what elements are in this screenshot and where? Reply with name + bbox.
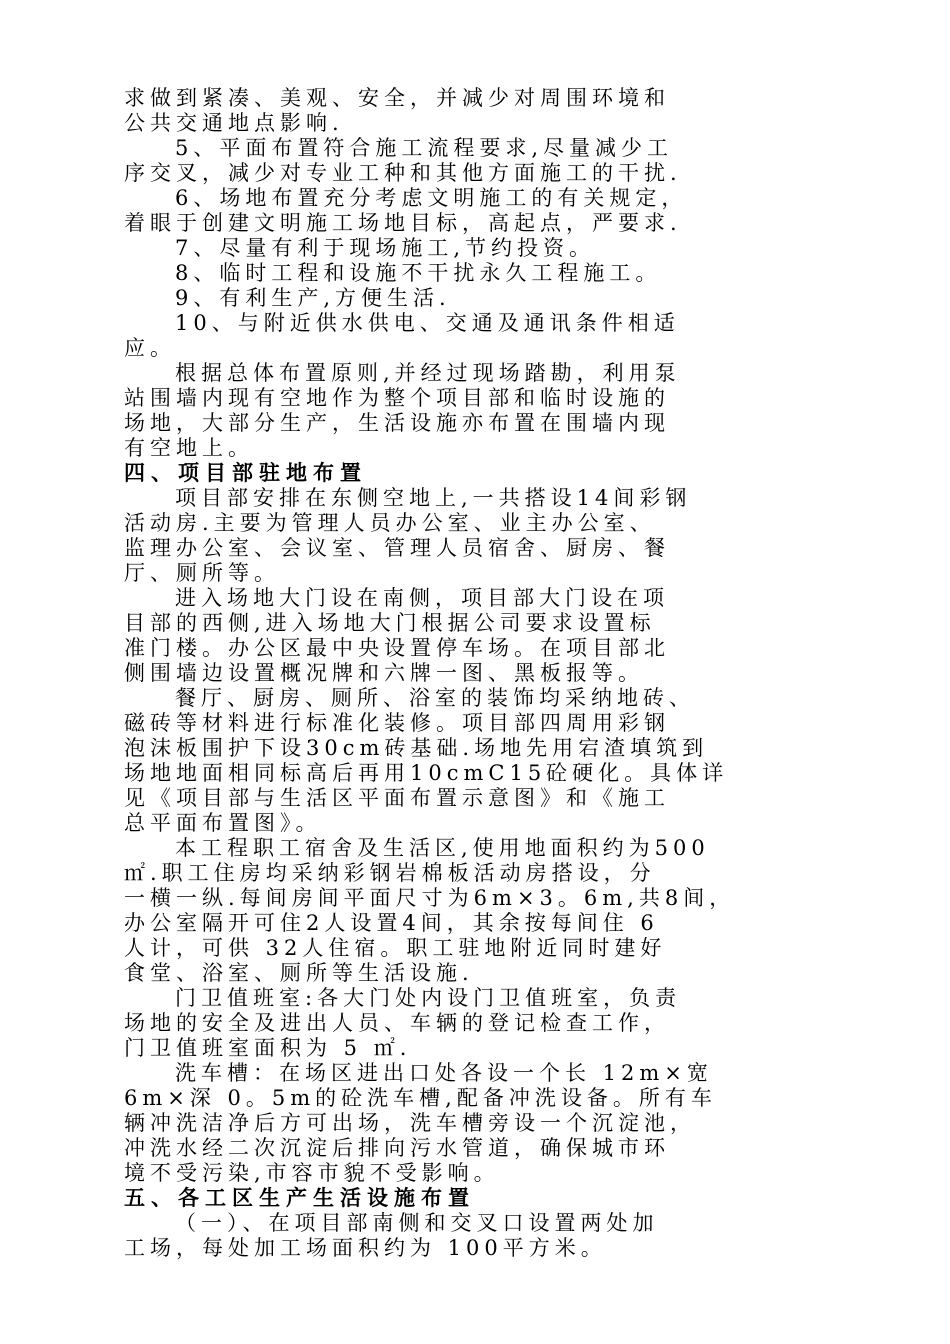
text-line: 6、场地布置充分考虑文明施工的有关规定， — [175, 186, 688, 210]
text-line: 10、与附近供水供电、交通及通讯条件相适 — [175, 311, 680, 335]
text-line: 应。 — [124, 336, 176, 360]
text-line: 食堂、浴室、厕所等生活设施. — [124, 961, 474, 985]
text-line: 见《项目部与生活区平面布置示意图》和《施工 — [124, 786, 670, 810]
text-line: 公共交通地点影响. — [124, 111, 344, 135]
text-line: 门卫值班室面积为 5 ㎡. — [124, 1036, 412, 1060]
text-line: 总平面布置图》。 — [124, 811, 322, 835]
text-line: 9、有利生产,方便生活. — [175, 286, 451, 310]
text-line: 进入场地大门设在南侧，项目部大门设在项 — [175, 586, 669, 610]
text-line: 场地，大部分生产，生活设施亦布置在围墙内现 — [124, 411, 670, 435]
text-line: ㎡.职工住房均采纳彩钢岩棉板活动房搭设，分 — [124, 861, 656, 885]
text-line: 场地地面相同标高后再用10cmC15砼硬化。具体详 — [124, 761, 729, 785]
text-line: 泡沫板围护下设30cm砖基础.场地先用宕渣填筑到 — [124, 736, 709, 760]
text-line: 5、平面布置符合施工流程要求,尽量减少工 — [175, 136, 674, 160]
text-line: 洗车槽：在场区进出口处各设一个长 12m×宽 — [175, 1061, 713, 1085]
text-line: 目部的西侧,进入场地大门根据公司要求设置标 — [124, 611, 656, 635]
text-line: 求做到紧凑、美观、安全，并减少对周围环境和 — [124, 86, 670, 110]
text-line: （一）、在项目部南侧和交叉口设置两处加 — [175, 1211, 659, 1235]
text-line: 准门楼。办公区最中央设置停车场。在项目部北 — [124, 636, 670, 660]
section-heading: 五、各工区生产生活设施布置 — [124, 1186, 475, 1210]
text-line: 8、临时工程和设施不干扰永久工程施工。 — [175, 261, 662, 285]
text-line: 项目部安排在东侧空地上,一共搭设14间彩钢 — [175, 486, 692, 510]
text-line: 有空地上。 — [124, 436, 254, 460]
section-heading: 四、项目部驻地布置 — [124, 461, 367, 485]
text-line: 监理办公室、会议室、管理人员宿舍、厨房、餐 — [124, 536, 670, 560]
text-line: 7、尽量有利于现场施工,节约投资。 — [175, 236, 596, 260]
text-line: 本工程职工宿舍及生活区,使用地面积约为500 — [175, 836, 710, 860]
text-line: 境不受污染,市容市貌不受影响。 — [124, 1161, 500, 1185]
text-line: 侧围墙边设置概况牌和六牌一图、黑板报等。 — [124, 661, 644, 685]
text-line: 工场，每处加工场面积约为 100平方米。 — [124, 1236, 607, 1260]
text-line: 活动房.主要为管理人员办公室、业主办公室、 — [124, 511, 656, 535]
text-line: 人计，可供 32人住宿。职工驻地附近同时建好 — [124, 936, 667, 960]
text-line: 根据总体布置原则,并经过现场踏勘，利用泵 — [175, 361, 681, 385]
text-line: 磁砖等材料进行标准化装修。项目部四周用彩钢 — [124, 711, 670, 735]
text-line: 站围墙内现有空地作为整个项目部和临时设施的 — [124, 386, 670, 410]
text-line: 餐厅、厨房、厕所、浴室的装饰均采纳地砖、 — [175, 686, 695, 710]
text-line: 着眼于创建文明施工场地目标，高起点，严要求. — [124, 211, 682, 235]
text-line: 办公室隔开可住2人设置4间，其余按每间住 6 — [124, 911, 659, 935]
text-line: 辆冲洗洁净后方可出场，洗车槽旁设一个沉淀池， — [124, 1111, 696, 1135]
text-line: 6m×深 0。5m的砼洗车槽,配备冲洗设备。所有车 — [124, 1086, 717, 1110]
text-line: 门卫值班室:各大门处内设门卫值班室，负责 — [175, 986, 682, 1010]
text-line: 序交叉，减少对专业工种和其他方面施工的干扰. — [124, 161, 682, 185]
document-page — [124, 86, 836, 1261]
text-line: 场地的安全及进出人员、车辆的登记检查工作， — [124, 1011, 670, 1035]
text-line: 厅、厕所等。 — [124, 561, 280, 585]
text-line: 冲洗水经二次沉淀后排向污水管道，确保城市环 — [124, 1136, 670, 1160]
text-line: 一横一纵.每间房间平面尺寸为6m×3。6m,共8间， — [124, 886, 736, 910]
